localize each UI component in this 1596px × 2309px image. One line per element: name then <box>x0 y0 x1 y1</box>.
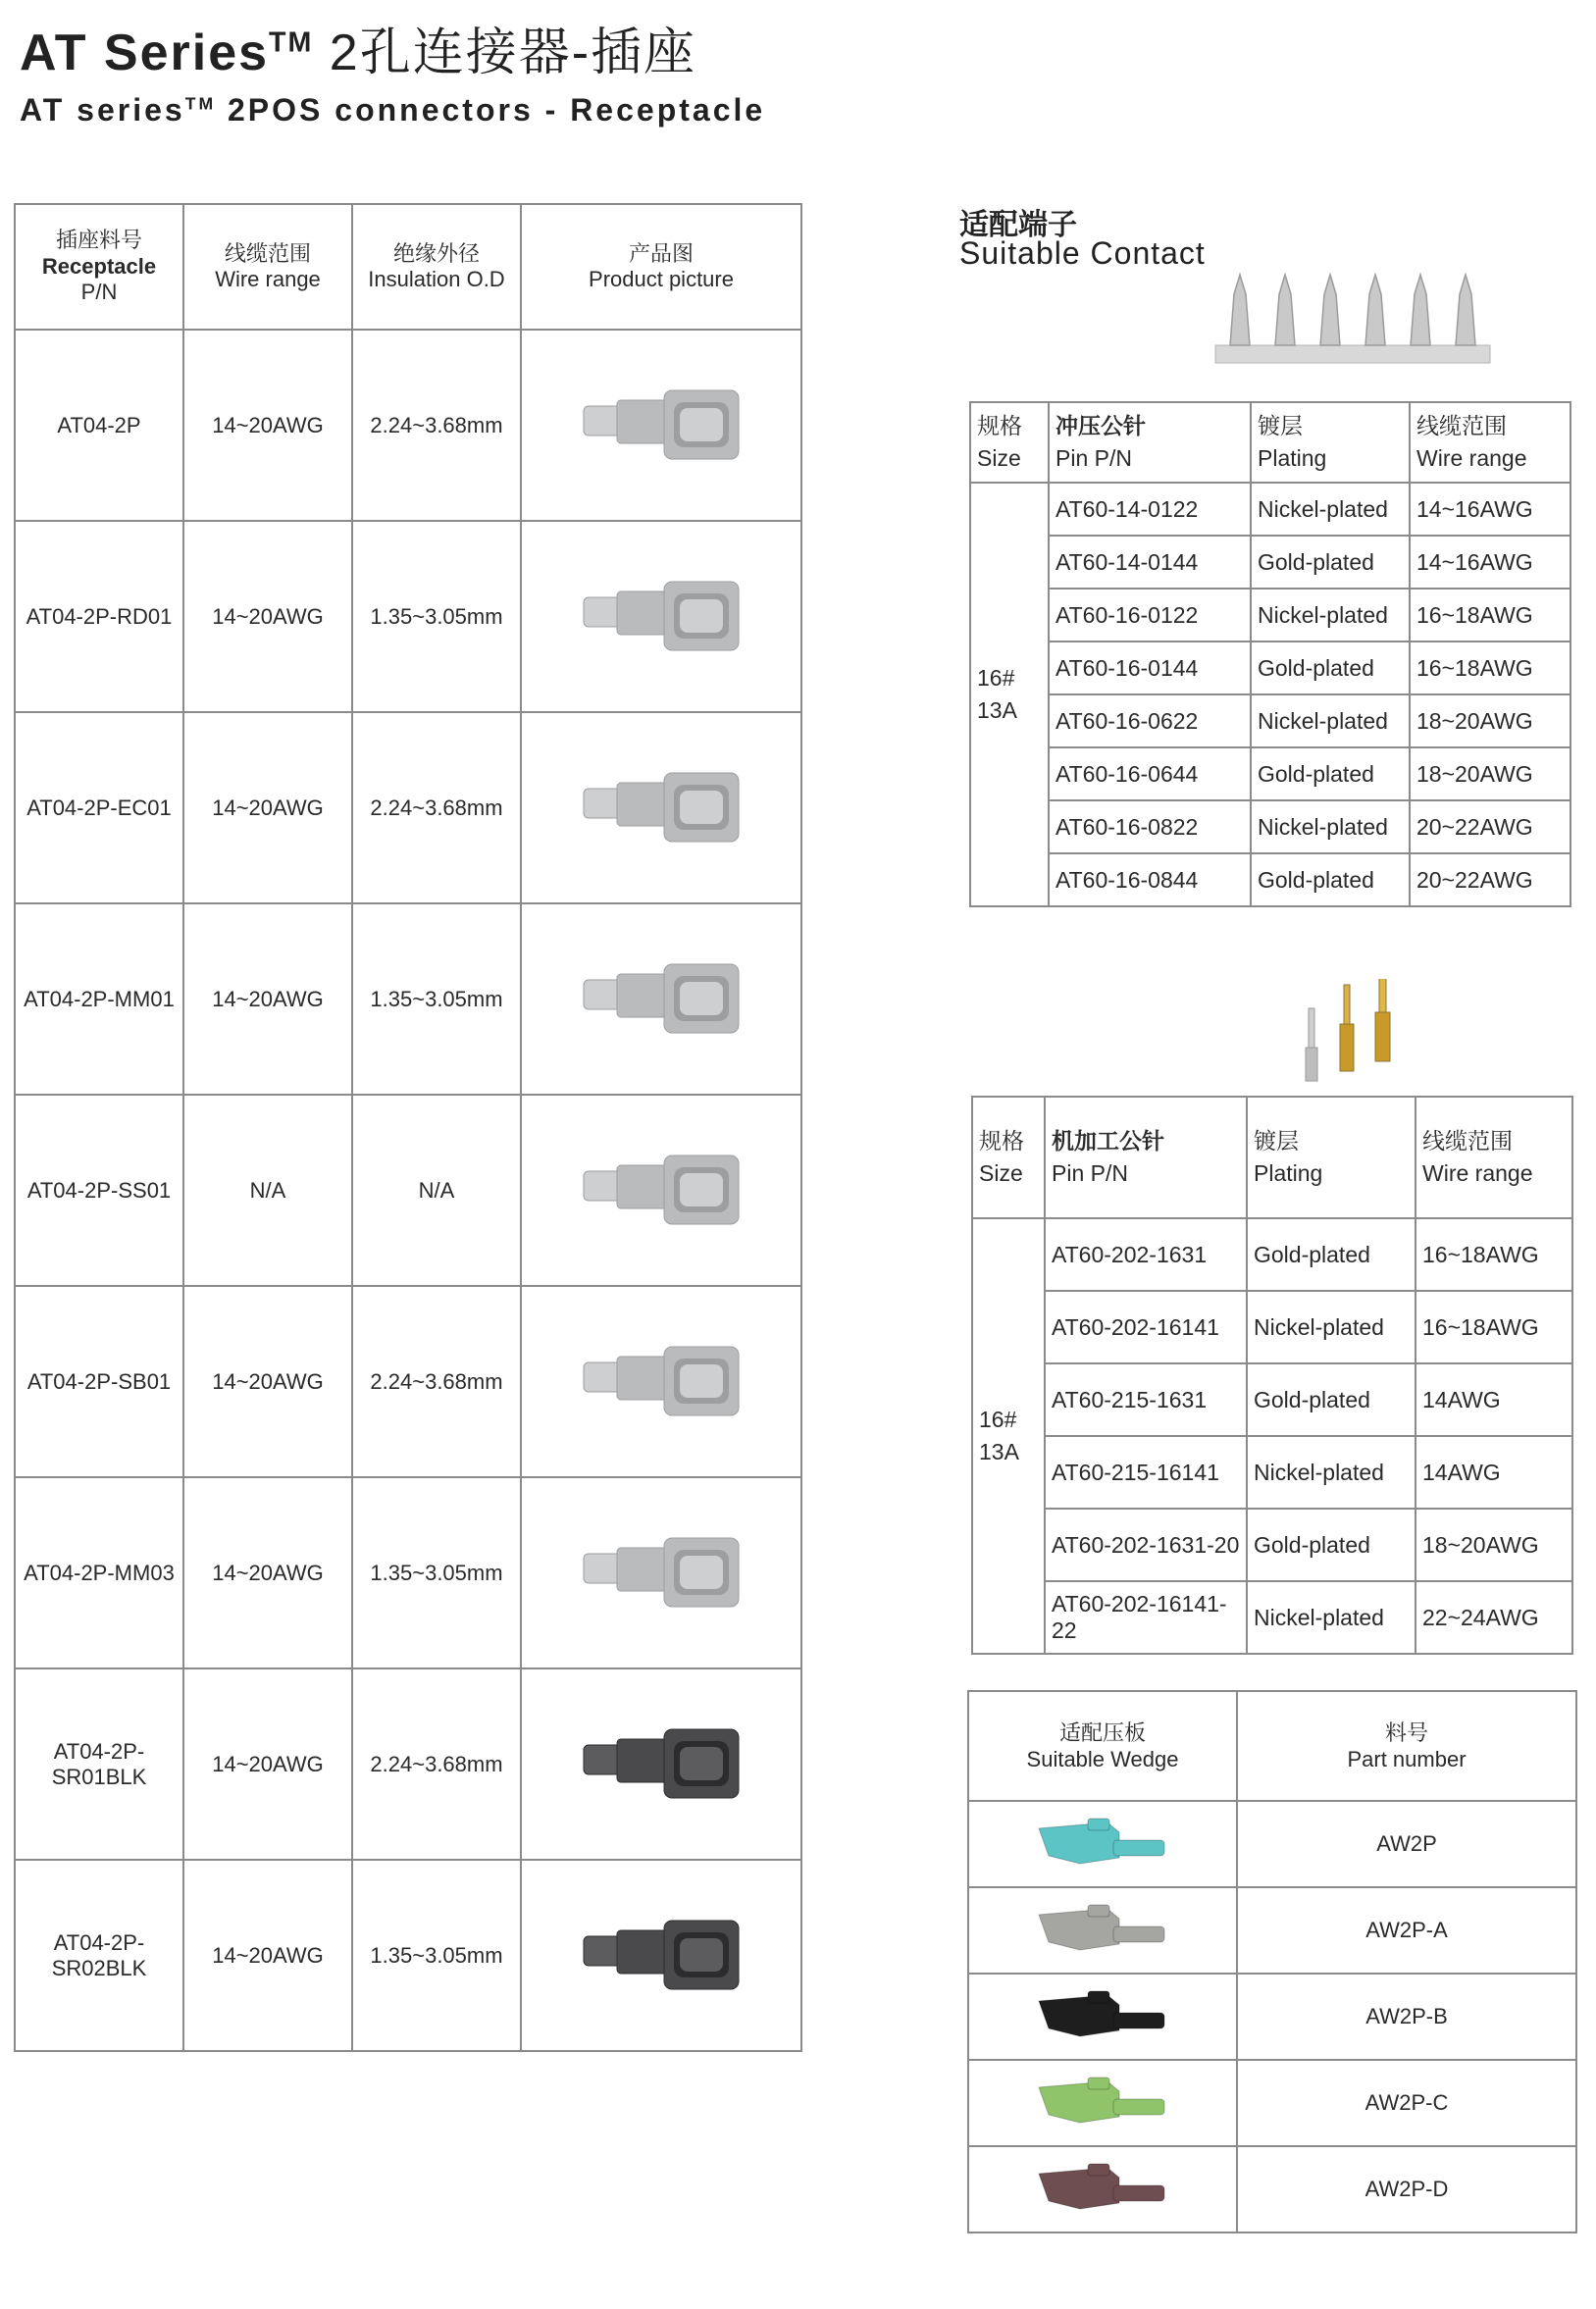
page-title: AT Series™ 2孔连接器-插座 <box>20 25 697 81</box>
table-row <box>968 2146 1576 2232</box>
pin-pn: AT60-16-0122 <box>1049 589 1251 641</box>
pin-pn: AT60-202-1631-20 <box>1045 1509 1247 1581</box>
pin-pn: AT60-202-1631 <box>1045 1218 1247 1291</box>
wire-range: 18~20AWG <box>1416 1509 1572 1581</box>
table-row <box>968 1974 1576 2060</box>
insulation-od: 1.35~3.05mm <box>352 1860 521 2051</box>
receptacle-pn: AT04-2P-SS01 <box>15 1095 183 1286</box>
wire-range: 18~20AWG <box>1410 747 1570 800</box>
table-row <box>15 712 801 903</box>
wire-range: 14~20AWG <box>183 1668 352 1860</box>
pin-pn: AT60-202-16141-22 <box>1045 1581 1247 1654</box>
table-row <box>972 1581 1572 1654</box>
connector-image <box>578 759 745 857</box>
table-row <box>970 694 1570 747</box>
plating: Nickel-plated <box>1251 589 1410 641</box>
insulation-od: 2.24~3.68mm <box>352 712 521 903</box>
wedge-image <box>1029 1987 1176 2046</box>
wire-range: 14~20AWG <box>183 1286 352 1477</box>
pin-pn: AT60-202-16141 <box>1045 1291 1247 1363</box>
table-row <box>970 536 1570 589</box>
table-row <box>15 1668 801 1860</box>
table-row <box>15 1095 801 1286</box>
suitable-contact-subtitle: Suitable Contact <box>959 235 1206 271</box>
table-row <box>970 853 1570 906</box>
product-picture <box>521 1860 801 2051</box>
product-picture <box>521 903 801 1095</box>
wire-range: 14~20AWG <box>183 330 352 521</box>
plating: Nickel-plated <box>1247 1581 1416 1654</box>
plating: Nickel-plated <box>1247 1436 1416 1509</box>
product-picture <box>521 712 801 903</box>
wire-range: N/A <box>183 1095 352 1286</box>
plating: Gold-plated <box>1251 747 1410 800</box>
receptacle-pn: AT04-2P-EC01 <box>15 712 183 903</box>
wedge-part-number: AW2P-A <box>1237 1887 1576 1974</box>
table-row <box>970 747 1570 800</box>
product-picture <box>521 330 801 521</box>
suitable-contact-title: 适配端子 <box>959 209 1077 241</box>
pin-pn: AT60-16-0144 <box>1049 641 1251 694</box>
wire-range: 20~22AWG <box>1410 853 1570 906</box>
pin-pn: AT60-215-16141 <box>1045 1436 1247 1509</box>
plating: Nickel-plated <box>1247 1291 1416 1363</box>
wire-range: 14AWG <box>1416 1363 1572 1436</box>
table-row <box>968 1887 1576 1974</box>
stamped-pin-table <box>969 401 1571 907</box>
wire-range: 16~18AWG <box>1410 641 1570 694</box>
receptacle-table <box>14 203 802 2052</box>
table-row <box>972 1436 1572 1509</box>
table-header-row: 规格 Size 机加工公针 Pin P/N 镀层 Plating 线缆范围 Wire range <box>972 1097 1572 1218</box>
wire-range: 16~18AWG <box>1416 1291 1572 1363</box>
receptacle-pn: AT04-2P-MM03 <box>15 1477 183 1668</box>
table-row <box>968 2060 1576 2146</box>
wedge-part-number: AW2P-D <box>1237 2146 1576 2232</box>
table-row <box>972 1218 1572 1291</box>
wedge-picture <box>968 1974 1237 2060</box>
receptacle-pn: AT04-2P-SB01 <box>15 1286 183 1477</box>
product-picture <box>521 1095 801 1286</box>
pin-pn: AT60-16-0844 <box>1049 853 1251 906</box>
table-row <box>968 1801 1576 1887</box>
table-header-row: 规格 Size 冲压公针 Pin P/N 镀层 Plating 线缆范围 Wire range <box>970 402 1570 483</box>
wire-range: 14~20AWG <box>183 521 352 712</box>
insulation-od: 1.35~3.05mm <box>352 521 521 712</box>
product-picture <box>521 1477 801 1668</box>
receptacle-pn: AT04-2P-RD01 <box>15 521 183 712</box>
wedge-image <box>1029 2074 1176 2132</box>
wire-range: 14~20AWG <box>183 903 352 1095</box>
table-header-row: 适配压板 Suitable Wedge 料号 Part number <box>968 1691 1576 1801</box>
wedge-picture <box>968 2146 1237 2232</box>
plating: Nickel-plated <box>1251 694 1410 747</box>
receptacle-pn: AT04-2P-MM01 <box>15 903 183 1095</box>
stamped-pin-strip-image <box>1210 265 1495 373</box>
wedge-picture <box>968 1801 1237 1887</box>
insulation-od: 2.24~3.68mm <box>352 330 521 521</box>
wedge-picture <box>968 2060 1237 2146</box>
wire-range: 14~20AWG <box>183 1860 352 2051</box>
wedge-part-number: AW2P-B <box>1237 1974 1576 2060</box>
receptacle-pn: AT04-2P- SR01BLK <box>15 1668 183 1860</box>
plating: Gold-plated <box>1247 1363 1416 1436</box>
plating: Gold-plated <box>1251 641 1410 694</box>
insulation-od: 2.24~3.68mm <box>352 1286 521 1477</box>
machined-pin-table <box>971 1096 1573 1655</box>
pin-pn: AT60-16-0822 <box>1049 800 1251 853</box>
pin-pn: AT60-215-1631 <box>1045 1363 1247 1436</box>
wedge-image <box>1029 1901 1176 1960</box>
wedge-image <box>1029 1815 1176 1873</box>
wedge-image <box>1029 2160 1176 2219</box>
connector-image <box>578 568 745 666</box>
plating: Gold-plated <box>1251 536 1410 589</box>
machined-pin-image <box>1297 979 1405 1087</box>
wedge-picture <box>968 1887 1237 1974</box>
table-row <box>972 1291 1572 1363</box>
pin-pn: AT60-14-0144 <box>1049 536 1251 589</box>
table-row <box>972 1509 1572 1581</box>
product-picture <box>521 1668 801 1860</box>
pin-pn: AT60-16-0622 <box>1049 694 1251 747</box>
table-row <box>15 1860 801 2051</box>
header-product-picture: 产品图 Product picture <box>521 204 801 330</box>
wire-range: 20~22AWG <box>1410 800 1570 853</box>
table-row <box>970 483 1570 536</box>
table-row <box>970 641 1570 694</box>
table-row <box>972 1363 1572 1436</box>
plating: Gold-plated <box>1247 1509 1416 1581</box>
pin-pn: AT60-14-0122 <box>1049 483 1251 536</box>
table-row <box>15 330 801 521</box>
connector-image <box>578 1333 745 1431</box>
connector-image <box>578 1524 745 1622</box>
plating: Gold-plated <box>1247 1218 1416 1291</box>
plating: Nickel-plated <box>1251 800 1410 853</box>
insulation-od: 1.35~3.05mm <box>352 1477 521 1668</box>
wire-range: 18~20AWG <box>1410 694 1570 747</box>
connector-image <box>578 1907 745 2005</box>
pin-pn: AT60-16-0644 <box>1049 747 1251 800</box>
wedge-part-number: AW2P <box>1237 1801 1576 1887</box>
header-receptacle-pn: 插座料号 Receptacle P/N <box>15 204 183 330</box>
receptacle-pn: AT04-2P <box>15 330 183 521</box>
table-row <box>15 1477 801 1668</box>
plating: Gold-plated <box>1251 853 1410 906</box>
size-cell: 16# 13A <box>972 1218 1045 1654</box>
table-row <box>15 521 801 712</box>
insulation-od: 1.35~3.05mm <box>352 903 521 1095</box>
wire-range: 16~18AWG <box>1416 1218 1572 1291</box>
page-subtitle: AT series™ 2POS connectors - Receptacle <box>20 92 766 128</box>
wedge-table <box>967 1690 1577 2233</box>
connector-image <box>578 377 745 475</box>
connector-image <box>578 1716 745 1814</box>
table-row <box>15 1286 801 1477</box>
connector-image <box>578 1142 745 1240</box>
plating: Nickel-plated <box>1251 483 1410 536</box>
wire-range: 14AWG <box>1416 1436 1572 1509</box>
wedge-part-number: AW2P-C <box>1237 2060 1576 2146</box>
receptacle-pn: AT04-2P- SR02BLK <box>15 1860 183 2051</box>
size-cell: 16# 13A <box>970 483 1049 906</box>
product-picture <box>521 521 801 712</box>
wire-range: 14~20AWG <box>183 712 352 903</box>
header-wire-range: 线缆范围 Wire range <box>183 204 352 330</box>
connector-image <box>578 950 745 1049</box>
wire-range: 16~18AWG <box>1410 589 1570 641</box>
wire-range: 22~24AWG <box>1416 1581 1572 1654</box>
product-picture <box>521 1286 801 1477</box>
table-row <box>970 589 1570 641</box>
wire-range: 14~16AWG <box>1410 483 1570 536</box>
insulation-od: 2.24~3.68mm <box>352 1668 521 1860</box>
table-header-row <box>15 204 801 330</box>
insulation-od: N/A <box>352 1095 521 1286</box>
table-row <box>970 800 1570 853</box>
wire-range: 14~16AWG <box>1410 536 1570 589</box>
header-insulation-od: 绝缘外径 Insulation O.D <box>352 204 521 330</box>
table-row <box>15 903 801 1095</box>
wire-range: 14~20AWG <box>183 1477 352 1668</box>
